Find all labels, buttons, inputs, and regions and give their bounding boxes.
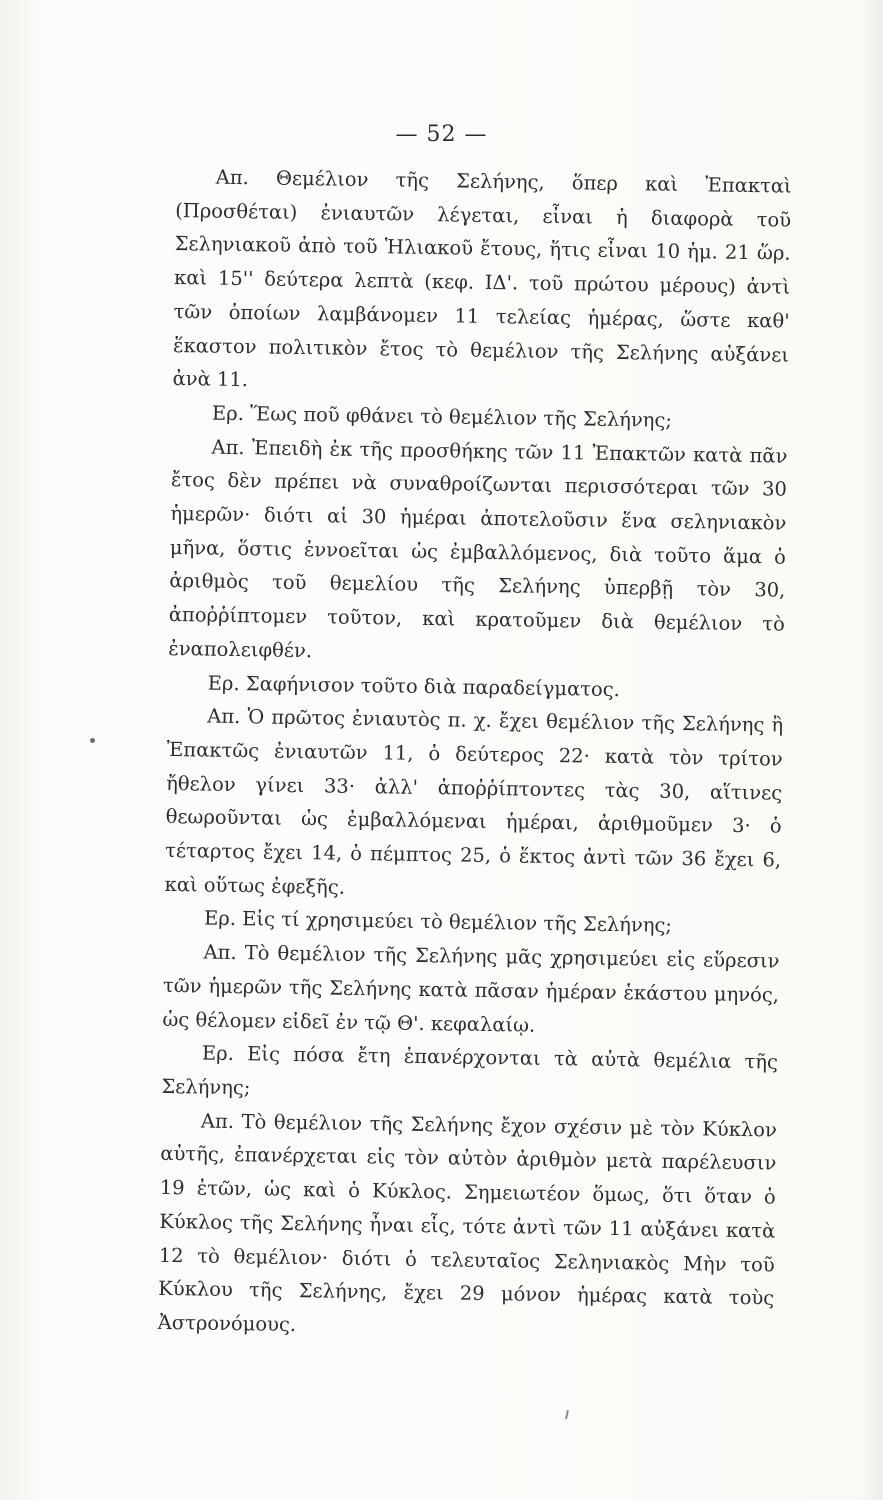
paragraph-text: Εἰς πόσα ἔτη ἐπανέρχονται τὰ αὐτὰ θεμέλια τῆς Σελήνης; — [161, 1042, 779, 1100]
paragraph-answer-3 — [164, 699, 783, 911]
paragraph-text: Τὸ θεμέλιον τῆς Σελήνης ἔχον σχέσιν μὲ τὸν Κύκλον αὐτῆς, ἐπανέρχεται εἰς τὸν αὐτὸν ἀριθμὸν μετὰ παρέλευσιν 19 ἐτῶν, ὡς καὶ ὁ Κύκλος. Σημειωτέον ὅμως, ὅτι ὅταν ὁ Κύκλος τῆς Σελήνης ἦναι εἷς, τότε ἀντὶ τῶν 11 αὐξάνει κατὰ 12 τὸ θεμέλιον· διότι ὁ τελευταῖος Σεληνιακὸς Μὴν τοῦ Κύκλου τῆς Σελήνης, ἔχει 29 μόνον ἡμέρας κατὰ τοὺς Ἀστρονόμους. — [157, 1109, 778, 1336]
paragraph-answer-5 — [157, 1104, 777, 1350]
speaker-label: Απ. — [207, 704, 241, 729]
paragraph-question-4 — [161, 1036, 778, 1113]
speaker-label: Ερ. — [207, 671, 240, 695]
speaker-label: Ερ. — [203, 907, 237, 931]
speaker-label: Απ. — [200, 1109, 235, 1133]
paragraph-text: Θεμέλιον τῆς Σελήνης, ὅπερ καὶ Ἐπακταὶ (Προσθέται) ἐνιαυτῶν λέγεται, εἶναι ἡ διαφορὰ τοῦ Σεληνιακοῦ ἀπὸ τοῦ Ἡλιακοῦ ἔτους, ἥτις εἶναι 10 ἡμ. 21 ὥρ. καὶ 15'' δεύτερα λεπτὰ (κεφ. ΙΔ'. τοῦ πρώτου μέρους) ἀντὶ τῶν ὁποίων λαμβάνομεν 11 τελείας ἡμέρας, ὥστε καθ' ἕκαστον πολιτικὸν ἔτος τὸ θεμέλιον τῆς Σελήνης αὐξάνει ἀνὰ 11. — [172, 166, 792, 392]
paragraph-answer-2 — [168, 430, 788, 676]
body-text — [157, 160, 791, 1349]
paragraph-text: Ὁ πρῶτος ἐνιαυτὸς π. χ. ἔχει θεμέλιον τῆς Σελήνης ἢ Ἐπακτῶς ἐνιαυτῶν 11, ὁ δεύτερος 22· κατὰ τὸν τρίτον ἤθελον γίνει 33· ἀλλ' ἀποῤῥίπτοντες τὰς 30, αἵτινες θεωροῦνται ὡς ἐμβαλλόμεναι ἡμέραι, ἀριθμοῦμεν 3· ὁ τέταρτος ἔχει 14, ὁ πέμπτος 25, ὁ ἕκτος ἀντὶ τῶν 36 ἔχει 6, καὶ οὕτως ἐφεξῆς. — [164, 705, 784, 899]
paragraph-answer-4 — [162, 935, 780, 1046]
speaker-label: Ερ. — [211, 401, 245, 426]
paragraph-text: Τὸ θεμέλιον τῆς Σελήνης μᾶς χρησιμεύει εἰς εὕρεσιν τῶν ἡμερῶν τῆς Σελήνης κατὰ πᾶσαν ἡμέραν ἑκάστου μηνός, ὡς θέλομεν εἰδεῖ ἐν τῷ Θ'. κεφαλαίῳ. — [162, 941, 780, 1037]
page-number: — 52 — — [395, 122, 488, 147]
speaker-label: Απ. — [211, 435, 245, 459]
speaker-label: Ερ. — [201, 1041, 235, 1066]
speaker-label: Απ. — [215, 165, 250, 190]
paragraph-text: Εἰς τί χρησιμεύει τὸ θεμέλιον τῆς Σελήνης; — [242, 907, 673, 938]
paragraph-text: Ἐπειδὴ ἐκ τῆς προσθήκης τῶν 11 Ἐπακτῶν κατὰ πᾶν ἔτος δὲν πρέπει νὰ συναθροίζωνται περισσότεραι τῶν 30 ἡμερῶν· διότι αἱ 30 ἡμέραι ἀποτελοῦσιν ἕνα σεληνιακὸν μῆνα, ὅστις ἐννοεῖται ὡς ἐμβαλλόμενος, διὰ τοῦτο ἅμα ὁ ἀριθμὸς τοῦ θεμελίου τῆς Σελήνης ὑπερβῇ τὸν 30, ἀποῤῥίπτομεν τοῦτον, καὶ κρατοῦμεν διὰ θεμέλιον τὸ ἐναπολειφθέν. — [168, 435, 788, 663]
margin-ink-dot — [90, 738, 95, 743]
paragraph-text: Ἕως ποῦ φθάνει τὸ θεμέλιον τῆς Σελήνης; — [249, 402, 673, 432]
paragraph-answer-1 — [172, 160, 792, 406]
paragraph-text: Σαφήνισον τοῦτο διὰ παραδείγματος. — [245, 671, 621, 701]
speaker-label: Απ. — [203, 940, 237, 965]
ink-speck — [565, 1410, 569, 1419]
